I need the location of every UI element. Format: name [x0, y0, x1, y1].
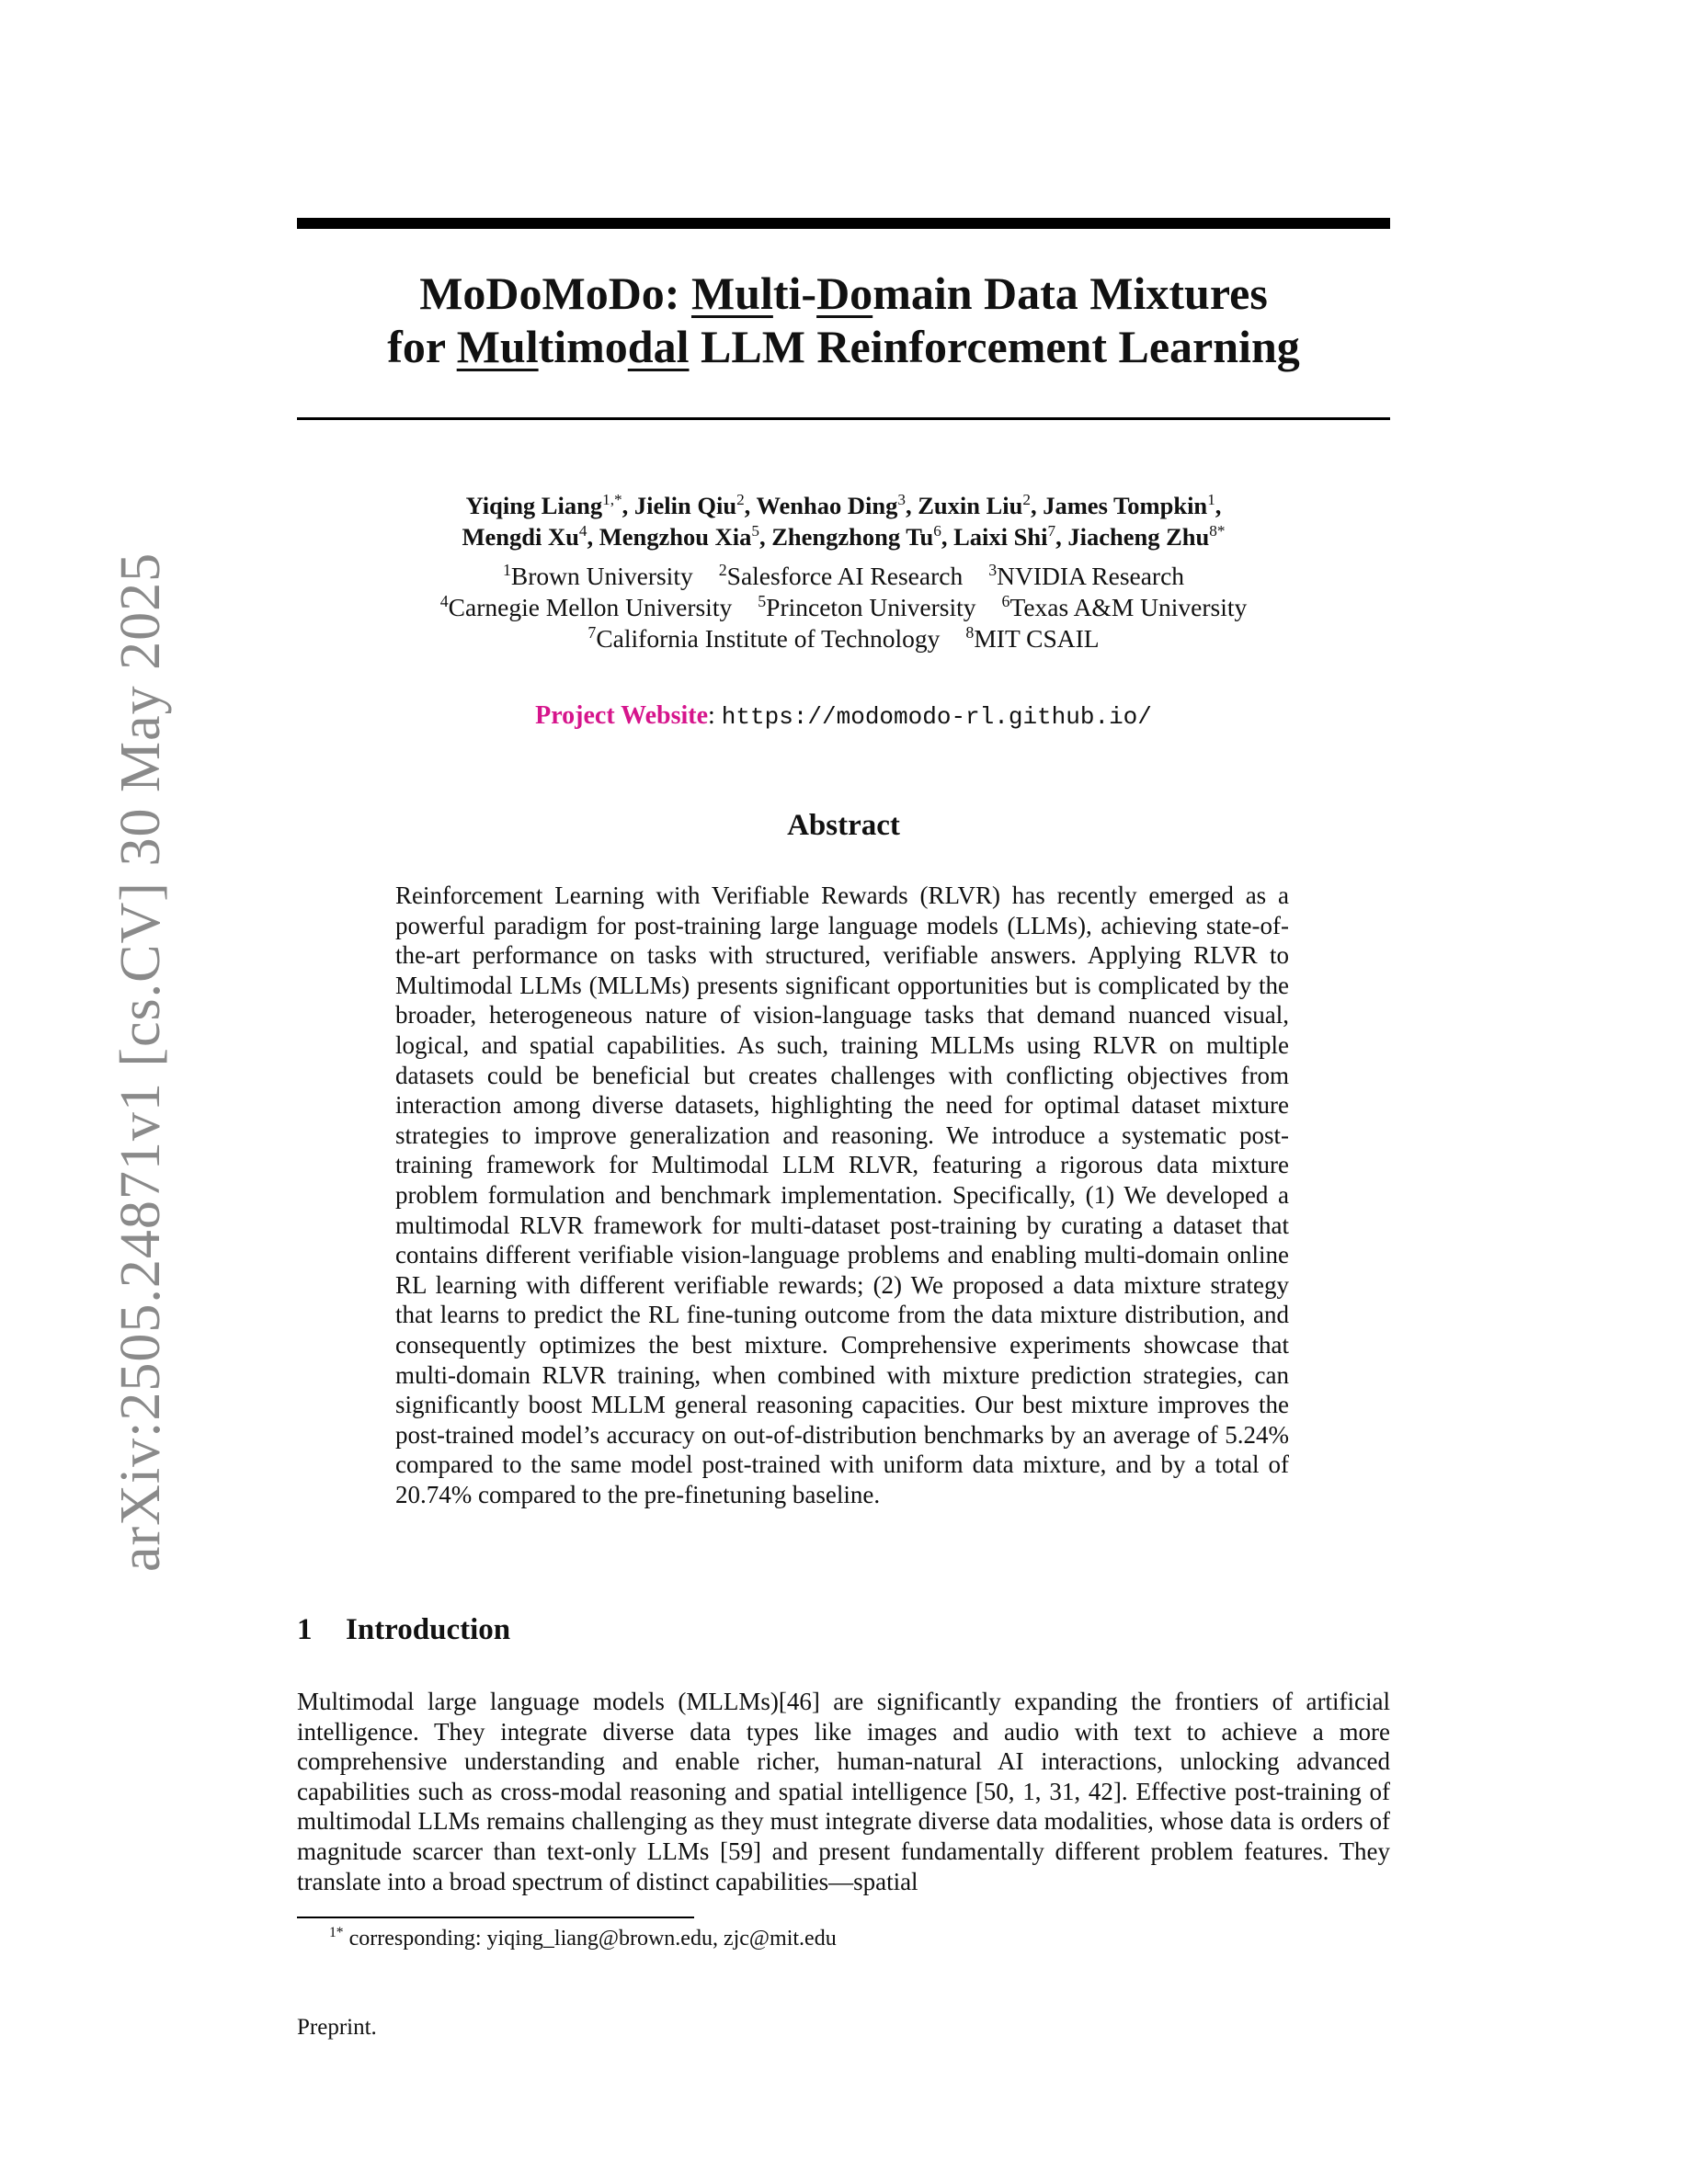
section-title: Introduction	[346, 1613, 511, 1646]
affiliation-name: Carnegie Mellon University	[448, 593, 733, 621]
title-line-2	[297, 320, 1390, 373]
affiliation-line	[297, 623, 1390, 654]
author-affiliation-marker: 2	[1022, 491, 1031, 509]
section-heading-introduction	[297, 1613, 510, 1647]
author-separator: ,	[587, 523, 599, 551]
project-website	[297, 701, 1390, 731]
author-line-2	[297, 521, 1390, 552]
author-separator: ,	[1215, 492, 1222, 519]
author-separator: ,	[905, 492, 918, 519]
abstract-heading: Abstract	[787, 809, 900, 842]
title-underlined-segment: Mul	[690, 267, 773, 319]
author-affiliation-marker: 4	[578, 522, 587, 540]
affiliation-item	[503, 562, 693, 590]
title-segment: MoDoMoDo:	[419, 267, 691, 319]
title-segment: ti-	[772, 267, 817, 319]
affiliation-name: Salesforce AI Research	[726, 562, 964, 590]
author-name: James Tompkin	[1043, 492, 1208, 519]
title-top-rule	[297, 218, 1390, 229]
affiliation-marker: 8	[965, 622, 975, 642]
author-affiliation-marker: 8*	[1209, 522, 1226, 540]
affiliation-item	[440, 593, 732, 621]
author-affiliation-marker: 5	[751, 522, 759, 540]
arxiv-stamp: arXiv:2505.24871v1 [cs.CV] 30 May 2025	[109, 552, 172, 1572]
author-list	[297, 490, 1390, 552]
affiliation-line	[297, 561, 1390, 592]
author-affiliation-marker: 1	[1207, 491, 1215, 509]
author-separator: ,	[744, 492, 757, 519]
abstract-body: Reinforcement Learning with Verifiable Rewards (RLVR) has recently emerged as a powerful paradigm for post-training large language models (LLMs), achieving state-of-the-art performance on tasks with structured, verifiable answers. Applying RLVR to Multimodal LLMs (MLLMs) presents significant opportunities but is complicated by the broader, heterogeneous nature of vision-language tasks that demand nuanced visual, logical, and spatial capabilities. As such, training MLLMs using RLVR on multiple datasets could be beneficial but creates challenges with conflicting objectives from interaction among diverse datasets, highlighting the need for optimal dataset mixture strategies to improve generalization and reasoning. We introduce a systematic post-training framework for Multimodal LLM RLVR, featuring a rigorous data mixture problem formulation and benchmark implementation. Specifically, (1) We developed a multimodal RLVR framework for multi-dataset post-training by curating a dataset that contains different verifiable vision-language problems and enabling multi-domain online RL learning with different verifiable rewards; (2) We proposed a data mixture strategy that learns to predict the RL fine-tuning outcome from the data mixture distribution, and consequently optimizes the best mixture. Comprehensive experiments showcase that multi-domain RLVR training, when combined with mixture prediction strategies, can significantly boost MLLM general reasoning capacities. Our best mixture improves the post-trained model’s accuracy on out-of-distribution benchmarks by an average of 5.24% compared to the same model post-trained with uniform data mixture, and by a total of 20.74% compared to the pre-finetuning baseline.	[395, 882, 1289, 1508]
affiliation-marker: 7	[587, 622, 597, 642]
affiliation-name: Brown University	[510, 562, 693, 590]
author-affiliation-marker: 7	[1047, 522, 1056, 540]
title-underlined-segment: Do	[816, 267, 873, 319]
affiliation-name: California Institute of Technology	[596, 624, 941, 653]
affiliation-marker: 2	[718, 560, 727, 579]
title-segment: LLM Reinforcement Learning	[689, 321, 1300, 372]
author-name: Mengzhou Xia	[599, 523, 752, 551]
affiliation-item	[988, 562, 1184, 590]
author-line-1	[297, 490, 1390, 521]
affiliation-marker: 6	[1001, 591, 1010, 610]
footnote-rule	[297, 1917, 694, 1918]
affiliation-line	[297, 592, 1390, 623]
author-name: Laixi Shi	[953, 523, 1048, 551]
affiliation-item	[965, 624, 1099, 653]
title-segment: for	[387, 321, 457, 372]
affiliation-item	[587, 624, 940, 653]
affiliation-marker: 5	[758, 591, 767, 610]
website-label: Project Website	[535, 701, 709, 730]
affiliation-marker: 1	[502, 560, 511, 579]
website-colon: :	[708, 701, 715, 730]
author-name: Jiacheng Zhu	[1067, 523, 1210, 551]
affiliation-name: NVIDIA Research	[997, 562, 1185, 590]
author-separator: ,	[622, 492, 634, 519]
footnote-text: corresponding: yiqing_liang@brown.edu, zjc@mit.edu	[343, 1927, 837, 1951]
title-underlined-segment: Mul	[456, 321, 539, 372]
affiliation-item	[758, 593, 975, 621]
affiliation-list	[297, 561, 1390, 654]
section-number: 1	[297, 1613, 313, 1646]
affiliation-item	[719, 562, 964, 590]
author-name: Yiqing Liang	[465, 492, 603, 519]
author-separator: ,	[1030, 492, 1044, 519]
author-name: Zuxin Liu	[918, 492, 1023, 519]
author-affiliation-marker: 2	[736, 491, 745, 509]
preprint-label: Preprint.	[297, 2015, 377, 2040]
author-name: Zhengzhong Tu	[771, 523, 934, 551]
paper-title	[297, 267, 1390, 373]
author-affiliation-marker: 6	[933, 522, 941, 540]
author-name: Mengdi Xu	[462, 523, 579, 551]
author-name: Jielin Qiu	[633, 492, 737, 519]
author-affiliation-marker: 1,*	[602, 491, 622, 509]
affiliation-marker: 3	[988, 560, 998, 579]
affiliation-item	[1002, 593, 1248, 621]
website-link[interactable]: https://modomodo-rl.github.io/	[721, 703, 1152, 731]
author-affiliation-marker: 3	[897, 491, 906, 509]
affiliation-name: Princeton University	[766, 593, 976, 621]
author-separator: ,	[1055, 523, 1068, 551]
footnote	[329, 1927, 837, 1951]
introduction-body: Multimodal large language models (MLLMs)[46] are significantly expanding the frontiers of artificial intelligence. They integrate diverse data types like images and audio with text to achieve a more comprehensive understanding and enable richer, human-natural AI interactions, unlocking advanced capabilities such as cross-modal reasoning and spatial intelligence [50, 1, 31, 42]. Effective post-training of multimodal LLMs remains challenging as they must integrate diverse data modalities, whose data is orders of magnitude scarcer than text-only LLMs [59] and present fundamentally different problem features. They translate into a broad spectrum of distinct capabilities—spatial	[297, 1688, 1390, 1895]
title-underlined-segment: dal	[627, 321, 690, 372]
author-name: Wenhao Ding	[756, 492, 898, 519]
title-line-1	[297, 267, 1390, 320]
author-separator: ,	[758, 523, 772, 551]
footnote-marker: 1*	[329, 1925, 344, 1940]
title-segment: timo	[538, 321, 628, 372]
title-bottom-rule	[297, 417, 1390, 420]
affiliation-marker: 4	[439, 591, 449, 610]
affiliation-name: Texas A&M University	[1009, 593, 1248, 621]
author-separator: ,	[941, 523, 954, 551]
title-segment: main Data Mixtures	[873, 267, 1268, 319]
affiliation-name: MIT CSAIL	[974, 624, 1100, 653]
